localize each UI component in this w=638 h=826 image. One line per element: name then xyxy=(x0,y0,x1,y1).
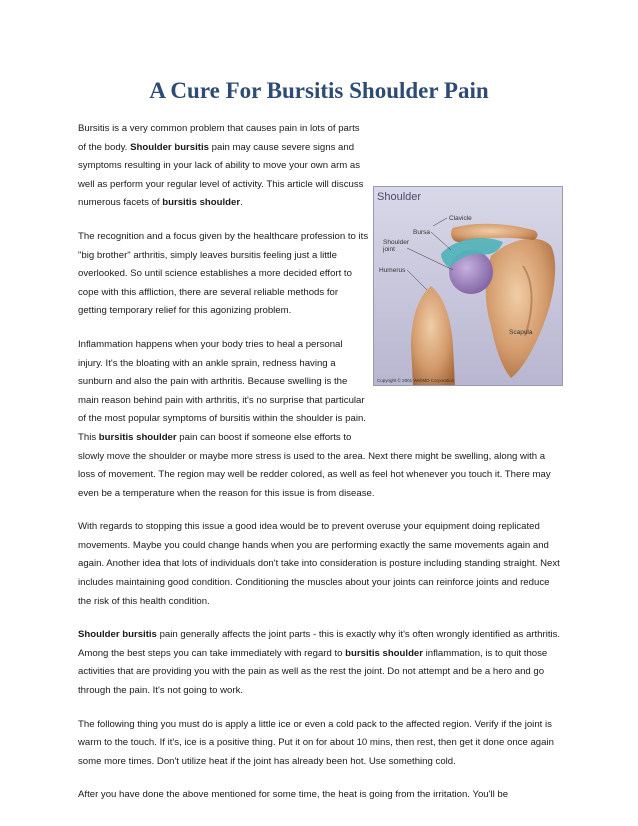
shoulder-illustration xyxy=(373,186,563,386)
bold-keyword: bursitis shoulder xyxy=(98,431,177,443)
paragraph xyxy=(78,626,564,700)
paragraph-text: . xyxy=(240,197,243,209)
label-bursa: Bursa xyxy=(413,229,430,236)
label-shoulder-joint-2: joint xyxy=(383,246,395,253)
shoulder-anatomy-figure xyxy=(373,186,563,386)
paragraph-text: inflammation, is to quit those activities that are providing you with the pain as well as the rest the joint. Do not attempt and be a hero and go through the pain. It's not going to work. xyxy=(78,647,548,697)
bold-keyword: Shoulder bursitis xyxy=(78,629,157,641)
paragraph-text: pain generally affects the joint parts - this is exactly why it's often wrongly identified as arthritis. Among the best steps you can take immediately with regard to xyxy=(78,629,561,659)
bold-keyword: Shoulder bursitis xyxy=(130,141,209,153)
figure-heading: Shoulder xyxy=(377,191,422,203)
label-humerus: Humerus xyxy=(379,267,406,274)
label-scapula: Scapula xyxy=(509,329,533,336)
label-clavicle: Clavicle xyxy=(449,215,472,222)
label-shoulder-joint-1: Shoulder xyxy=(383,239,410,246)
paragraph xyxy=(78,716,564,772)
paragraph-text: pain may cause severe signs and symptoms resulting in your lack of ability to move your own arm as well as perform your regular level of activity. This article will discuss numerous facets of xyxy=(78,141,364,209)
paragraph xyxy=(78,786,564,805)
paragraph-text: Bursitis is a very common problem that causes pain in lots of parts of the body. xyxy=(78,123,360,153)
paragraph-text: pain can boost if someone else efforts to slowly move the shoulder or maybe more stress is used to the area. Next there might be swelling, along with a loss of movement. The region may well be redder colored, as well as feel hot whenever you touch it. There may even be a temperature when the reason for this issue is from disease. xyxy=(78,431,551,499)
paragraph-text: Inflammation happens when your body tries to heal a personal injury. It's the bloating with an ankle sprain, redness having a sunburn and also the pain with arthritis. Because swelling is the main reason behind pain with arthritis, it's no surprise that particular of the most popular symptoms of bursitis within the shoulder is pain. This xyxy=(78,338,366,443)
page-title: A Cure For Bursitis Shoulder Pain xyxy=(149,78,489,103)
paragraph-text: After you have done the above mentioned for some time, the heat is going from the irritation. You'll be xyxy=(78,789,509,801)
bold-keyword: bursitis shoulder xyxy=(162,197,241,209)
paragraph-text: With regards to stopping this issue a good idea would be to prevent overuse your equipment doing replicated movements. Maybe you could change hands when you are performing exactly the same movements again and again. Another idea that lots of individuals don't take into consideration is posture including standing straight. Next includes maintaining good condition. Conditioning the muscles about your joints can reinforce joints and reduce the risk of this health condition. xyxy=(78,521,560,607)
bold-keyword: bursitis shoulder xyxy=(345,647,423,659)
paragraph-text: The recognition and a focus given by the healthcare profession to its "big brother" arthritis, simply leaves bursitis feeling just a little overlooked. So until science establishes a more decided effort to cope with this affliction, there are several reliable methods for getting temporary relief for this agonizing problem. xyxy=(78,230,369,317)
paragraph xyxy=(78,518,564,611)
paragraph-text: The following thing you must do is apply a little ice or even a cold pack to the affected region. Verify if the joint is warm to the touch. If it's, ice is a positive thing. Put it on for about 10 mins, then rest, then get it done once again some more times. Don't utilize heat if the joint has already been hot. Use something cold. xyxy=(78,718,554,767)
figure-copyright: Copyright © 2001 WebMD Corporation xyxy=(377,378,455,383)
